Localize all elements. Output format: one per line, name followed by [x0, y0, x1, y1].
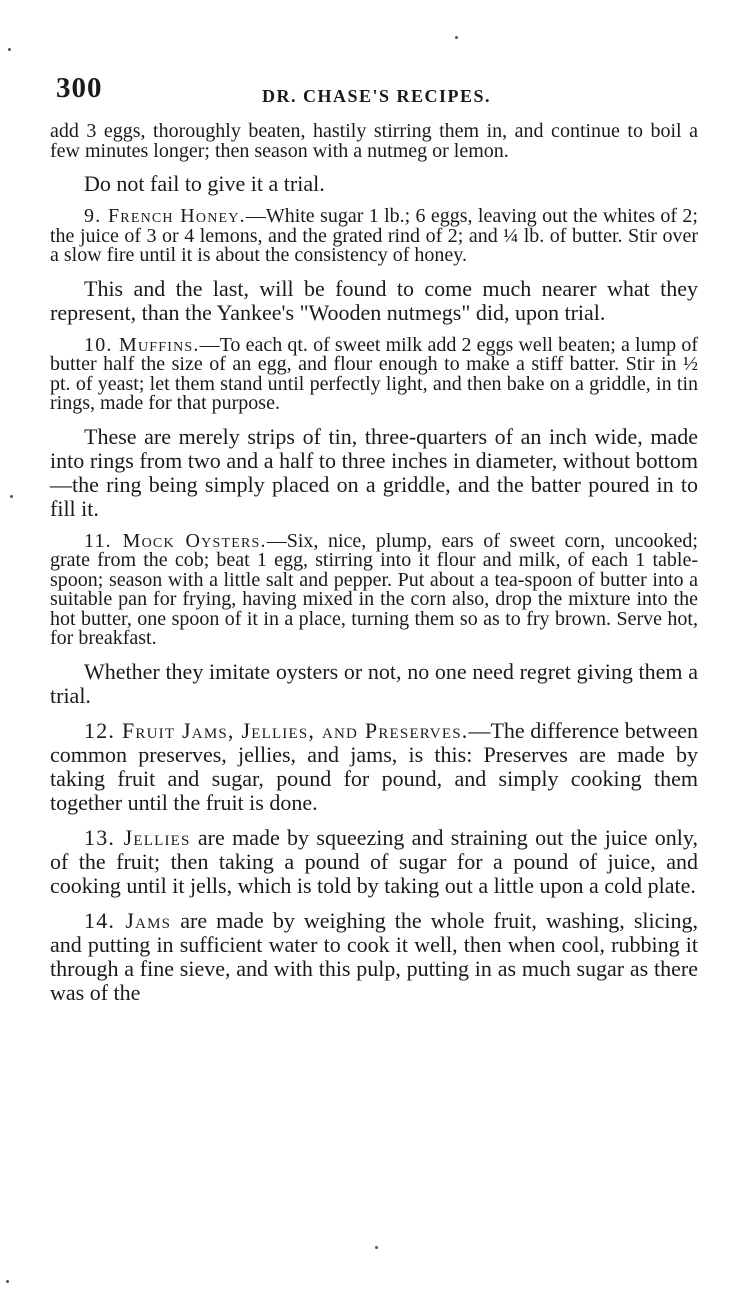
recipe-title: 12. Fruit Jams, Jellies, and Preserves. [84, 717, 469, 743]
recipe-title: 11. Mock Oysters. [84, 529, 267, 552]
paragraph-continuation [50, 122, 698, 161]
recipe-text: —The difference between common preserves, jellies, and jams, is this: Preserves are made by taking fruit and sugar, pound for pound, and simply cooking them together until the fruit is done. [50, 717, 699, 815]
paragraph-text: These are merely strips of tin, three-quarters of an inch wide, made into rings from two and a half to three inches in diameter, without bottom—the ring being simply placed on a griddle, and the batter poured in to fill it. [50, 423, 698, 521]
recipe-title: 10. Muffins. [84, 333, 200, 356]
recipe-muffins [50, 333, 698, 414]
running-head: DR. CHASE'S RECIPES. [262, 86, 492, 106]
recipe-text: are made by squeezing and straining out the juice only, of the fruit; then taking a pound of sugar for a pound of juice, and cooking until it jells, which is told by taking out a little upon a cold plate. [50, 824, 698, 898]
recipe-french-honey [50, 207, 698, 266]
recipe-fruit-jams [50, 719, 698, 815]
paragraph-note [50, 172, 698, 196]
book-page [50, 72, 698, 1016]
paragraph-text: Do not fail to give it a trial. [84, 171, 325, 196]
recipe-title: 9. French Honey. [84, 205, 246, 227]
recipe-title: 14. Jams [84, 907, 172, 933]
recipe-jellies [50, 826, 698, 898]
recipe-title: 13. Jellies [84, 824, 191, 850]
recipe-jams [50, 909, 698, 1005]
scan-speck [6, 1280, 9, 1283]
paragraph-note [50, 425, 698, 521]
recipe-text: —Six, nice, plump, ears of sweet corn, uncooked; grate from the cob; beat 1 egg, stirring into it flour and milk, of each 1 table-spoon; season with a little salt and pepper. Put about a tea-spoon of butter into a suitable pan for frying, having mixed in the corn also, drop the mixture into the hot butter, one spoon of it in a place, turning them so as to fry brown. Serve hot, for breakfast. [50, 529, 698, 649]
paragraph-note [50, 277, 698, 325]
recipe-text: are made by weighing the whole fruit, washing, slicing, and putting in sufficient water to cook it well, then when cool, rubbing it through a fine sieve, and with this pulp, putting in as much sugar as there was of the [50, 907, 698, 1005]
recipe-text: —White sugar 1 lb.; 6 eggs, leaving out the whites of 2; the juice of 3 or 4 lemons, and the grated rind of 2; and ¼ lb. of butter. Stir over a slow fire until it is about the consistency of honey. [50, 205, 698, 266]
paragraph-text: Whether they imitate oysters or not, no one need regret giving them a trial. [50, 658, 698, 708]
scan-speck [10, 495, 13, 498]
scan-speck [8, 48, 11, 51]
recipe-mock-oysters [50, 529, 698, 649]
scan-speck [455, 36, 458, 39]
page-number: 300 [56, 72, 103, 104]
paragraph-note [50, 660, 698, 708]
recipe-text: —To each qt. of sweet milk add 2 eggs well beaten; a lump of butter half the size of an egg, and flour enough to make a stiff batter. Stir in ½ pt. of yeast; let them stand until perfectly light, and then bake on a griddle, in tin rings, made for that purpose. [50, 333, 698, 414]
page-body [50, 122, 698, 1005]
paragraph-text: This and the last, will be found to come much nearer what they represent, than the Yankee's "Wooden nutmegs" did, upon trial. [50, 275, 698, 325]
page-header [50, 72, 698, 112]
scan-speck [375, 1246, 378, 1249]
paragraph-text: add 3 eggs, thoroughly beaten, hastily stirring them in, and continue to boil a few minutes longer; then season with a nutmeg or lemon. [50, 120, 698, 162]
